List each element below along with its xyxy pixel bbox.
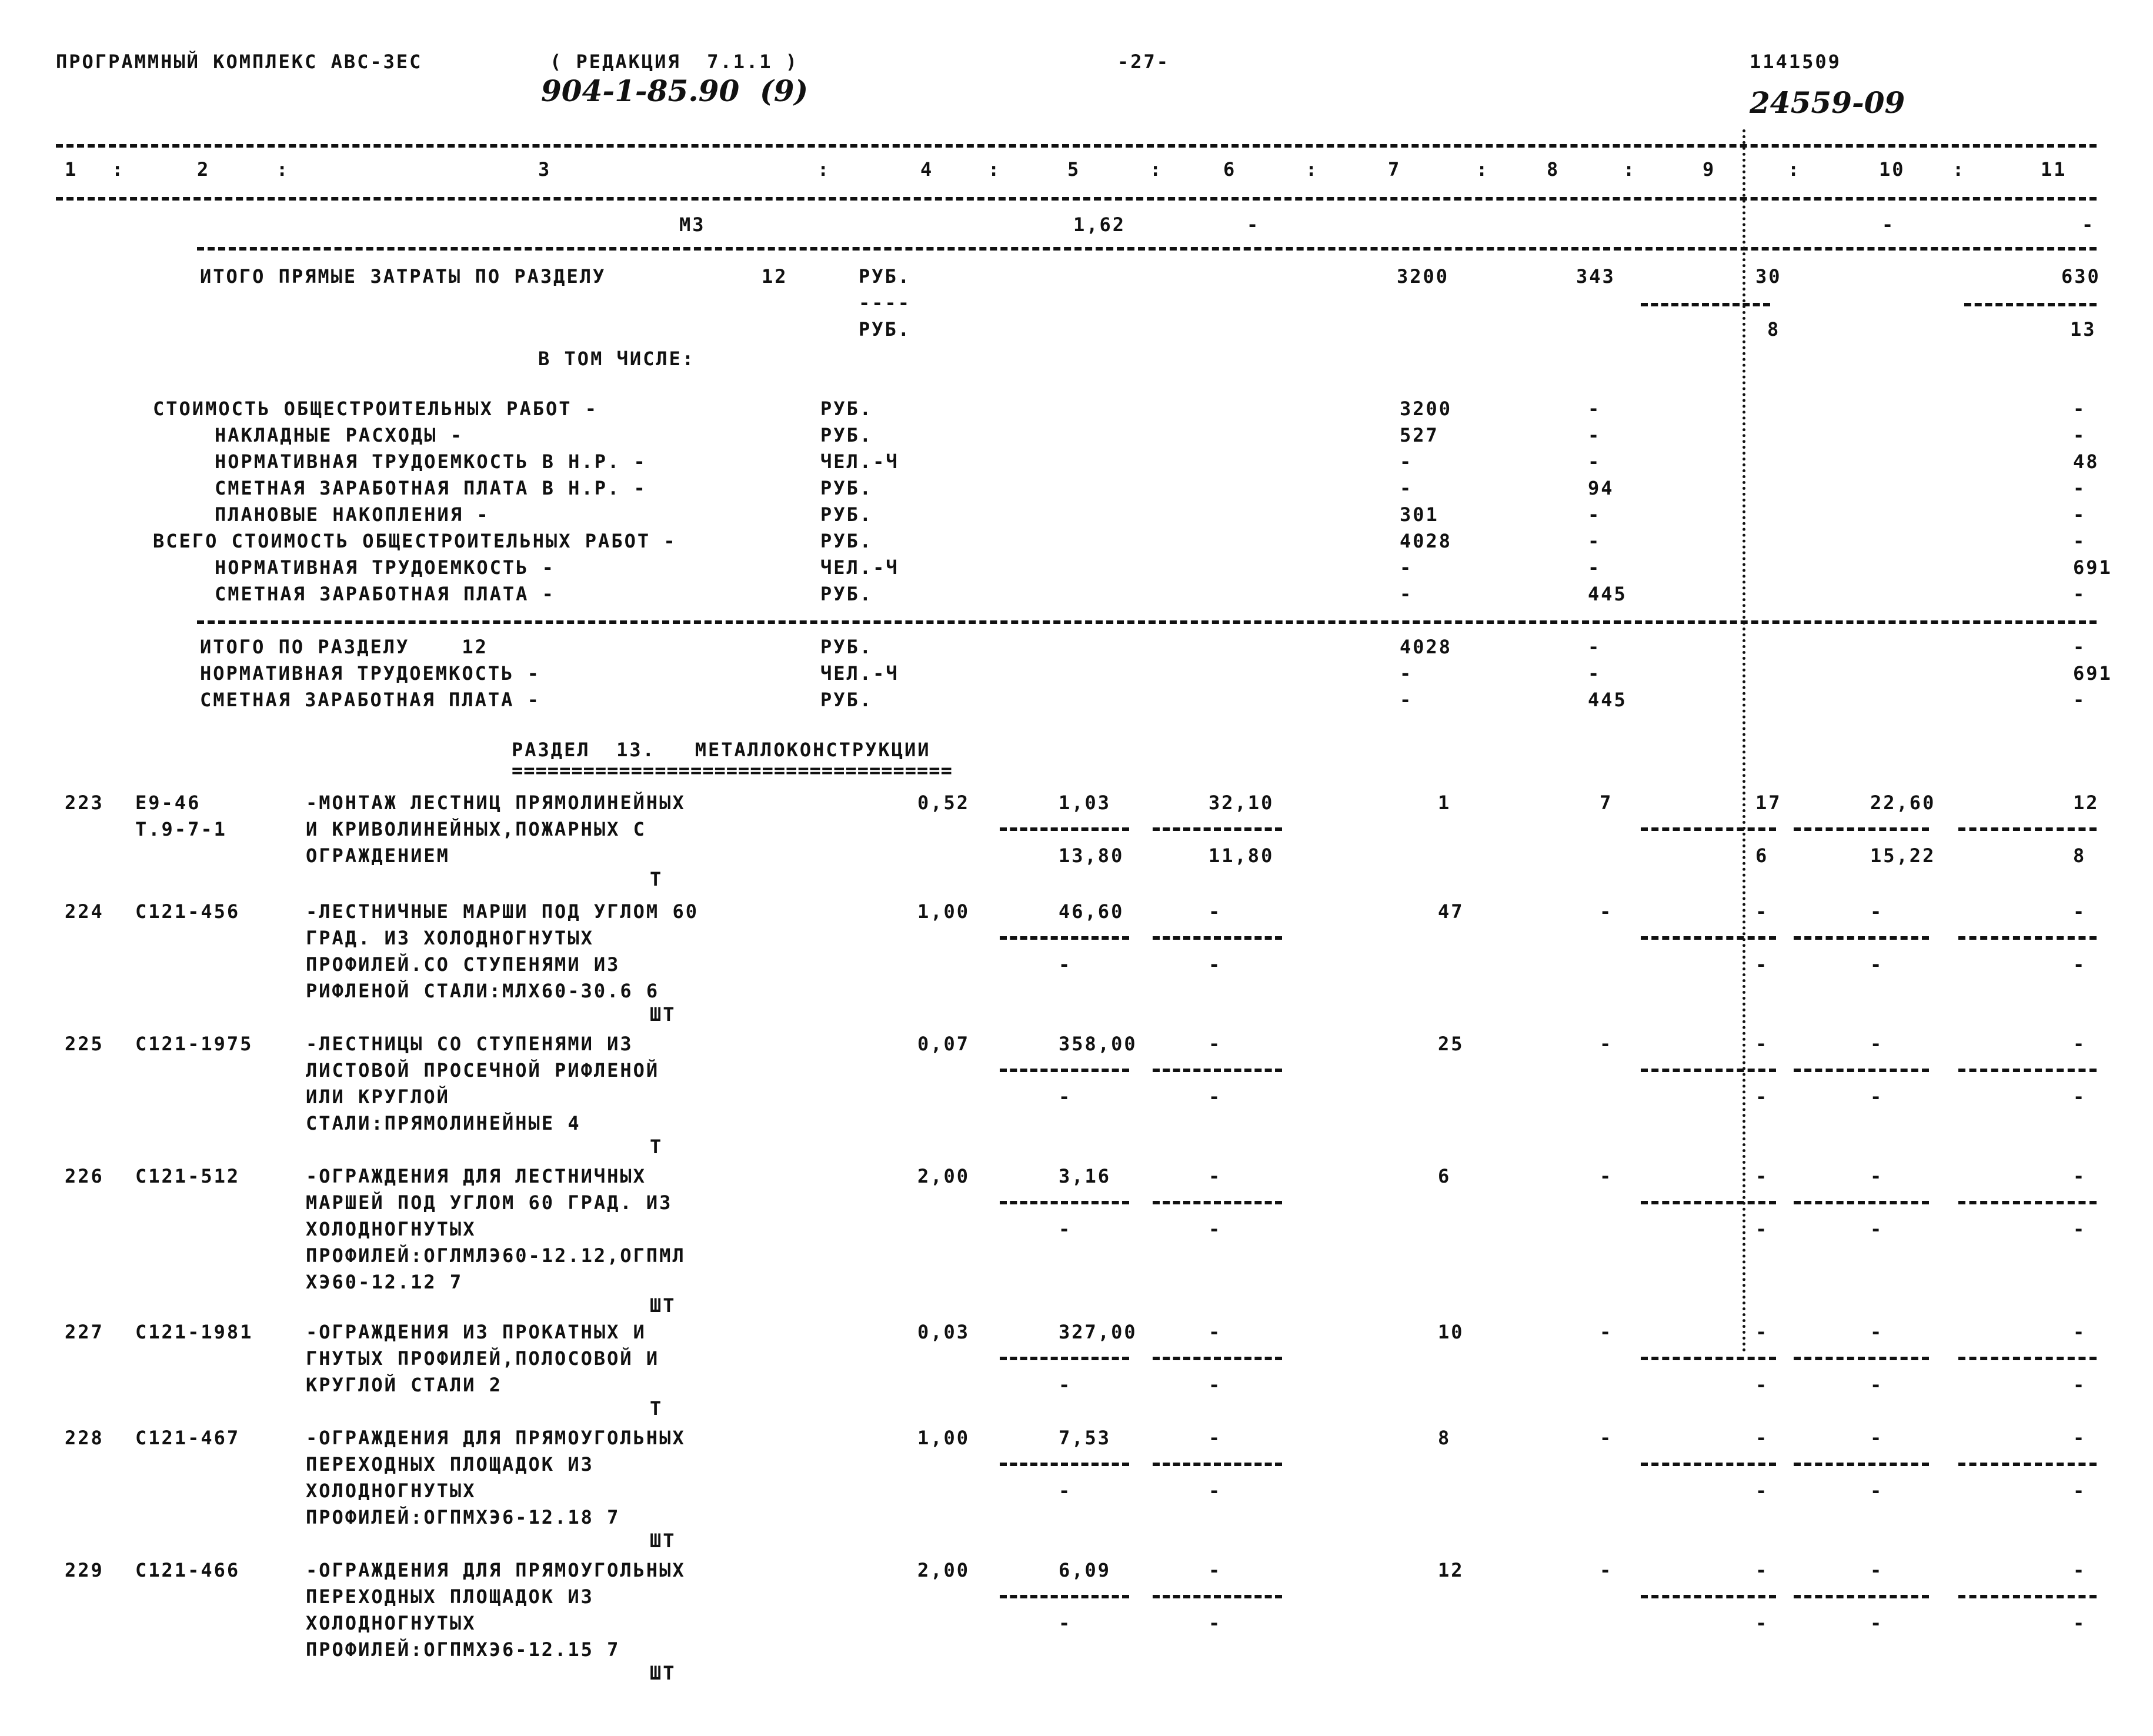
document-code: 1141509 [1750, 51, 1841, 73]
cost-line-c8: 445 [1588, 583, 1627, 605]
column-number-10: 10 [1879, 158, 1905, 181]
item-c9-bottom: - [1755, 1086, 1769, 1108]
cost-line-c8: - [1588, 450, 1601, 473]
item-total-cost: 10 [1438, 1321, 1464, 1343]
item-c10-bottom: - [1870, 1086, 1884, 1108]
item-c11-bottom: 8 [2073, 844, 2087, 867]
item-description-line: ОГРАЖДЕНИЕМ [306, 844, 450, 867]
item-unit-price-wages: - [1059, 1480, 1072, 1502]
cost-line-unit: РУБ. [820, 424, 873, 446]
item-total-machine: - [1600, 1559, 1613, 1581]
c11-fraction-rule [1958, 936, 2097, 940]
total-line-c11: - [2073, 689, 2087, 711]
item-description-line: ГРАД. ИЗ ХОЛОДНОГНУТЫХ [306, 927, 594, 949]
total-direct-c11-top: 630 [2061, 265, 2101, 288]
column-separator: : [988, 158, 1002, 181]
column-separator: : [817, 158, 831, 181]
column-separator: : [276, 158, 290, 181]
item-description-line: -ЛЕСТНИЦЫ СО СТУПЕНЯМИ ИЗ [306, 1033, 633, 1055]
c10-fraction-rule [1794, 827, 1929, 831]
item-number: 229 [65, 1559, 104, 1581]
item-machine-price-wages: 11,80 [1209, 844, 1274, 867]
item-c9-bottom: 6 [1755, 844, 1769, 867]
machine-fraction-rule [1153, 1463, 1282, 1466]
item-c9-bottom: - [1755, 1374, 1769, 1396]
total-direct-section: 12 [762, 265, 788, 288]
total-line-unit: РУБ. [820, 636, 873, 658]
item-c9-top: - [1755, 1321, 1769, 1343]
c11-fraction-rule [1958, 1595, 2097, 1598]
column-number-8: 8 [1547, 158, 1560, 181]
cost-line-label: СМЕТНАЯ ЗАРАБОТНАЯ ПЛАТА В Н.Р. - [215, 477, 647, 499]
item-c11-bottom: - [2073, 1612, 2087, 1634]
header-rule-top [56, 144, 2097, 148]
item-c11-top: - [2073, 1165, 2087, 1187]
cost-line-c11: 48 [2073, 450, 2099, 473]
item-rate-code-2: Т.9-7-1 [135, 818, 227, 840]
cost-line-label: СМЕТНАЯ ЗАРАБОТНАЯ ПЛАТА - [215, 583, 555, 605]
item-number: 223 [65, 792, 104, 814]
item-total-cost: 8 [1438, 1427, 1451, 1449]
total-line-c11: - [2073, 636, 2087, 658]
total-line-label: ИТОГО ПО РАЗДЕЛУ 12 [200, 636, 488, 658]
item-c9-bottom: - [1755, 1612, 1769, 1634]
item-unit-price: 7,53 [1059, 1427, 1111, 1449]
item-quantity: 1,00 [917, 900, 970, 923]
item-description-line: -МОНТАЖ ЛЕСТНИЦ ПРЯМОЛИНЕЙНЫХ [306, 792, 686, 814]
c11-fraction-rule [1958, 1357, 2097, 1360]
unit-m3: М3 [679, 213, 706, 236]
item-unit-price: 3,16 [1059, 1165, 1111, 1187]
total-line-c7: - [1400, 689, 1413, 711]
item-rate-code: С121-467 [135, 1427, 241, 1449]
cost-line-label: НАКЛАДНЫЕ РАСХОДЫ - [215, 424, 464, 446]
item-rate-code: С121-466 [135, 1559, 241, 1581]
item-quantity: 0,52 [917, 792, 970, 814]
item-description-line: ХОЛОДНОГНУТЫХ [306, 1218, 476, 1240]
m3-dash: - [1247, 213, 1260, 236]
cost-line-c11: 691 [2073, 556, 2112, 579]
price-fraction-rule [1000, 1357, 1129, 1360]
item-c9-top: - [1755, 1427, 1769, 1449]
machine-fraction-rule [1153, 827, 1282, 831]
item-description-line: РИФЛЕНОЙ СТАЛИ:МЛХ60-30.6 6 [306, 980, 660, 1002]
item-c10-bottom: - [1870, 1480, 1884, 1502]
item-number: 227 [65, 1321, 104, 1343]
price-fraction-rule [1000, 1595, 1129, 1598]
item-c11-bottom: - [2073, 1086, 2087, 1108]
item-unit-price-wages: 13,80 [1059, 844, 1124, 867]
item-description-line: ПЕРЕХОДНЫХ ПЛОЩАДОК ИЗ [306, 1585, 594, 1608]
cost-line-c7: 3200 [1400, 398, 1453, 420]
item-description-line: ПРОФИЛЕЙ:ОГПМХЭ6-12.15 7 [306, 1638, 620, 1661]
item-description-line: ХОЛОДНОГНУТЫХ [306, 1612, 476, 1634]
total-direct-unit: РУБ. [859, 265, 912, 288]
cost-line-label: ВСЕГО СТОИМОСТЬ ОБЩЕСТРОИТЕЛЬНЫХ РАБОТ - [153, 530, 677, 552]
cost-line-c7: 301 [1400, 503, 1439, 526]
total-direct-c9-bottom: 8 [1767, 318, 1781, 340]
cost-line-c8: - [1588, 530, 1601, 552]
item-c9-bottom: - [1755, 1218, 1769, 1240]
total-direct-unit-2: РУБ. [859, 318, 912, 340]
item-c11-top: - [2073, 900, 2087, 923]
column-separator: : [1788, 158, 1801, 181]
fraction-rule-c11 [1964, 303, 2097, 306]
item-description-line: МАРШЕЙ ПОД УГЛОМ 60 ГРАД. ИЗ [306, 1191, 673, 1214]
cost-line-unit: РУБ. [820, 530, 873, 552]
item-unit: ШТ [650, 1530, 676, 1552]
total-line-c11: 691 [2073, 662, 2112, 685]
item-c10-top: - [1870, 1321, 1884, 1343]
item-unit: ШТ [650, 1662, 676, 1684]
item-total-cost: 12 [1438, 1559, 1464, 1581]
cost-line-c7: 527 [1400, 424, 1439, 446]
project-number-handwritten: 904-1-85.90 (9) [541, 74, 809, 108]
c11-fraction-rule [1958, 827, 2097, 831]
item-machine-price-wages: - [1209, 1480, 1222, 1502]
item-description-line: ПРОФИЛЕЙ:ОГПМХЭ6-12.18 7 [306, 1506, 620, 1528]
item-unit-price: 1,03 [1059, 792, 1111, 814]
column-number-2: 2 [197, 158, 211, 181]
cost-line-c8: - [1588, 424, 1601, 446]
total-direct-c9-top: 30 [1755, 265, 1782, 288]
item-c9-bottom: - [1755, 953, 1769, 976]
including-label: В ТОМ ЧИСЛЕ: [538, 348, 696, 370]
item-total-cost: 1 [1438, 792, 1451, 814]
total-line-c8: - [1588, 636, 1601, 658]
machine-fraction-rule [1153, 1357, 1282, 1360]
c9-fraction-rule [1641, 1357, 1776, 1360]
item-unit-price: 358,00 [1059, 1033, 1137, 1055]
item-c9-bottom: - [1755, 1480, 1769, 1502]
item-description-line: ГНУТЫХ ПРОФИЛЕЙ,ПОЛОСОВОЙ И [306, 1347, 660, 1370]
c9-fraction-rule [1641, 827, 1776, 831]
item-total-cost: 6 [1438, 1165, 1451, 1187]
item-unit-price: 6,09 [1059, 1559, 1111, 1581]
item-quantity: 2,00 [917, 1165, 970, 1187]
cost-line-c7: - [1400, 477, 1413, 499]
item-description-line: И КРИВОЛИНЕЙНЫХ,ПОЖАРНЫХ С [306, 818, 646, 840]
item-description-line: СТАЛИ:ПРЯМОЛИНЕЙНЫЕ 4 [306, 1112, 581, 1134]
item-machine-price: - [1209, 1165, 1222, 1187]
item-description-line: -ОГРАЖДЕНИЯ ДЛЯ ПРЯМОУГОЛЬНЫХ [306, 1427, 686, 1449]
item-unit: Т [650, 868, 663, 890]
column-number-9: 9 [1703, 158, 1716, 181]
cost-line-c11: - [2073, 424, 2087, 446]
column9-vertical-rule [1743, 129, 1745, 1353]
section13-title: РАЗДЕЛ 13. МЕТАЛЛОКОНСТРУКЦИИ [512, 739, 931, 761]
item-machine-price-wages: - [1209, 953, 1222, 976]
item-c10-bottom: - [1870, 1218, 1884, 1240]
item-c10-bottom: - [1870, 1374, 1884, 1396]
item-unit-price-wages: - [1059, 1612, 1072, 1634]
item-quantity: 0,03 [917, 1321, 970, 1343]
item-machine-price: - [1209, 1033, 1222, 1055]
machine-fraction-rule [1153, 1069, 1282, 1072]
column-separator: : [1623, 158, 1637, 181]
item-total-machine: - [1600, 1321, 1613, 1343]
item-unit-price-wages: - [1059, 953, 1072, 976]
item-c11-top: - [2073, 1033, 2087, 1055]
cost-line-c11: - [2073, 398, 2087, 420]
machine-fraction-rule [1153, 1595, 1282, 1598]
price-fraction-rule [1000, 936, 1129, 940]
price-fraction-rule [1000, 1463, 1129, 1466]
column-number-1: 1 [65, 158, 78, 181]
total-direct-label: ИТОГО ПРЯМЫЕ ЗАТРАТЫ ПО РАЗДЕЛУ [200, 265, 606, 288]
item-quantity: 0,07 [917, 1033, 970, 1055]
column-number-4: 4 [920, 158, 934, 181]
price-fraction-rule [1000, 1069, 1129, 1072]
total-line-label: СМЕТНАЯ ЗАРАБОТНАЯ ПЛАТА - [200, 689, 540, 711]
item-c11-bottom: - [2073, 1218, 2087, 1240]
section13-underline: ===================================== [512, 759, 953, 782]
c11-fraction-rule [1958, 1463, 2097, 1466]
item-machine-price: - [1209, 900, 1222, 923]
c9-fraction-rule [1641, 936, 1776, 940]
cost-line-c7: - [1400, 583, 1413, 605]
item-unit-price: 327,00 [1059, 1321, 1137, 1343]
item-c11-top: 12 [2073, 792, 2099, 814]
c10-fraction-rule [1794, 1595, 1929, 1598]
item-total-machine: - [1600, 1427, 1613, 1449]
item-total-machine: 7 [1600, 792, 1613, 814]
c10-fraction-rule [1794, 936, 1929, 940]
item-c10-top: - [1870, 1033, 1884, 1055]
item-quantity: 2,00 [917, 1559, 970, 1581]
total-direct-unit-dashes: ---- [859, 292, 912, 314]
item-machine-price: - [1209, 1559, 1222, 1581]
cost-line-unit: РУБ. [820, 477, 873, 499]
item-description-line: -ОГРАЖДЕНИЯ ДЛЯ ЛЕСТНИЧНЫХ [306, 1165, 646, 1187]
item-machine-price-wages: - [1209, 1218, 1222, 1240]
column-separator: : [112, 158, 125, 181]
item-rate-code: С121-1981 [135, 1321, 253, 1343]
item-c10-top: - [1870, 1427, 1884, 1449]
item-c11-bottom: - [2073, 953, 2087, 976]
machine-fraction-rule [1153, 936, 1282, 940]
item-c11-bottom: - [2073, 1480, 2087, 1502]
item-unit: ШТ [650, 1003, 676, 1026]
item-machine-price: - [1209, 1321, 1222, 1343]
cost-line-c7: - [1400, 556, 1413, 579]
item-c10-bottom: 15,22 [1870, 844, 1936, 867]
total-line-unit: ЧЕЛ.-Ч [820, 662, 899, 685]
column-separator: : [1476, 158, 1490, 181]
c9-fraction-rule [1641, 1201, 1776, 1204]
machine-fraction-rule [1153, 1201, 1282, 1204]
column-separator: : [1150, 158, 1163, 181]
item-c11-top: - [2073, 1559, 2087, 1581]
item-description-line: ПЕРЕХОДНЫХ ПЛОЩАДОК ИЗ [306, 1453, 594, 1475]
item-unit: Т [650, 1136, 663, 1158]
cost-line-c8: - [1588, 503, 1601, 526]
c10-fraction-rule [1794, 1069, 1929, 1072]
item-machine-price-wages: - [1209, 1374, 1222, 1396]
total-line-c7: - [1400, 662, 1413, 685]
item-description-line: ХОЛОДНОГНУТЫХ [306, 1480, 476, 1502]
column-separator: : [1306, 158, 1319, 181]
item-c10-top: - [1870, 1165, 1884, 1187]
item-c9-top: - [1755, 1165, 1769, 1187]
m3-dash-c11: - [2082, 213, 2095, 236]
inventory-number-handwritten: 24559-09 [1750, 85, 1905, 120]
item-number: 225 [65, 1033, 104, 1055]
column-number-6: 6 [1223, 158, 1237, 181]
c10-fraction-rule [1794, 1357, 1929, 1360]
cost-line-label: СТОИМОСТЬ ОБЩЕСТРОИТЕЛЬНЫХ РАБОТ - [153, 398, 599, 420]
c9-fraction-rule [1641, 1463, 1776, 1466]
column-number-11: 11 [2041, 158, 2067, 181]
item-unit-price: 46,60 [1059, 900, 1124, 923]
fraction-rule-c9 [1641, 303, 1770, 306]
total-line-c8: - [1588, 662, 1601, 685]
item-description-line: ПРОФИЛЕЙ:ОГЛМЛЭ60-12.12,ОГПМЛ [306, 1244, 686, 1267]
cost-line-label: НОРМАТИВНАЯ ТРУДОЕМКОСТЬ - [215, 556, 555, 579]
total-line-c7: 4028 [1400, 636, 1453, 658]
item-c9-top: - [1755, 900, 1769, 923]
item-unit-price-wages: - [1059, 1374, 1072, 1396]
item-c9-top: - [1755, 1559, 1769, 1581]
item-c10-top: - [1870, 900, 1884, 923]
item-total-machine: - [1600, 1165, 1613, 1187]
item-description-line: КРУГЛОЙ СТАЛИ 2 [306, 1374, 502, 1396]
edition-label: ( РЕДАКЦИЯ 7.1.1 ) [550, 51, 799, 73]
cost-line-label: ПЛАНОВЫЕ НАКОПЛЕНИЯ - [215, 503, 490, 526]
program-title: ПРОГРАММНЫЙ КОМПЛЕКС АВС-3ЕС [56, 51, 423, 73]
c10-fraction-rule [1794, 1463, 1929, 1466]
item-quantity: 1,00 [917, 1427, 970, 1449]
total-line-unit: РУБ. [820, 689, 873, 711]
column-separator: : [1952, 158, 1966, 181]
header-rule-bottom [56, 197, 2097, 201]
c10-fraction-rule [1794, 1201, 1929, 1204]
item-description-line: -ОГРАЖДЕНИЯ ДЛЯ ПРЯМОУГОЛЬНЫХ [306, 1559, 686, 1581]
item-description-line: ХЭ60-12.12 7 [306, 1271, 463, 1293]
cost-line-c11: - [2073, 503, 2087, 526]
cost-line-unit: ЧЕЛ.-Ч [820, 556, 899, 579]
c9-fraction-rule [1641, 1069, 1776, 1072]
item-total-cost: 47 [1438, 900, 1464, 923]
item-number: 224 [65, 900, 104, 923]
item-rate-code: С121-456 [135, 900, 241, 923]
cost-line-c7: 4028 [1400, 530, 1453, 552]
cost-line-unit: РУБ. [820, 398, 873, 420]
item-description-line: -ОГРАЖДЕНИЯ ИЗ ПРОКАТНЫХ И [306, 1321, 646, 1343]
item-c10-bottom: - [1870, 1612, 1884, 1634]
page-number: -27- [1117, 51, 1170, 73]
item-rate-code: С121-512 [135, 1165, 241, 1187]
total-line-label: НОРМАТИВНАЯ ТРУДОЕМКОСТЬ - [200, 662, 540, 685]
item-description-line: ПРОФИЛЕЙ.СО СТУПЕНЯМИ ИЗ [306, 953, 620, 976]
cost-line-c11: - [2073, 477, 2087, 499]
item-unit-price-wages: - [1059, 1218, 1072, 1240]
item-unit: Т [650, 1397, 663, 1420]
item-unit-price-wages: - [1059, 1086, 1072, 1108]
price-fraction-rule [1000, 1201, 1129, 1204]
cost-line-c11: - [2073, 530, 2087, 552]
cost-line-c11: - [2073, 583, 2087, 605]
c9-fraction-rule [1641, 1595, 1776, 1598]
item-c10-top: - [1870, 1559, 1884, 1581]
item-rate-code: С121-1975 [135, 1033, 253, 1055]
item-total-cost: 25 [1438, 1033, 1464, 1055]
m3-dash-c10: - [1882, 213, 1895, 236]
cost-line-unit: РУБ. [820, 503, 873, 526]
total-direct-c11-bottom: 13 [2070, 318, 2097, 340]
item-machine-price-wages: - [1209, 1612, 1222, 1634]
price-fraction-rule [1000, 827, 1129, 831]
total-direct-c7: 3200 [1397, 265, 1450, 288]
cost-line-c8: 94 [1588, 477, 1614, 499]
c11-fraction-rule [1958, 1069, 2097, 1072]
cost-line-c7: - [1400, 450, 1413, 473]
item-description-line: -ЛЕСТНИЧНЫЕ МАРШИ ПОД УГЛОМ 60 [306, 900, 699, 923]
item-c9-top: - [1755, 1033, 1769, 1055]
total-line-c8: 445 [1588, 689, 1627, 711]
cost-line-label: НОРМАТИВНАЯ ТРУДОЕМКОСТЬ В Н.Р. - [215, 450, 647, 473]
cost-line-unit: ЧЕЛ.-Ч [820, 450, 899, 473]
column-number-7: 7 [1388, 158, 1401, 181]
item-c9-top: 17 [1755, 792, 1782, 814]
item-total-machine: - [1600, 1033, 1613, 1055]
item-rate-code: Е9-46 [135, 792, 201, 814]
item-number: 228 [65, 1427, 104, 1449]
item-c10-bottom: - [1870, 953, 1884, 976]
item-c11-top: - [2073, 1321, 2087, 1343]
item-machine-price: - [1209, 1427, 1222, 1449]
item-total-machine: - [1600, 900, 1613, 923]
item-c11-top: - [2073, 1427, 2087, 1449]
item-c11-bottom: - [2073, 1374, 2087, 1396]
c11-fraction-rule [1958, 1201, 2097, 1204]
m3-price: 1,62 [1073, 213, 1126, 236]
column-number-5: 5 [1067, 158, 1081, 181]
cost-line-c8: - [1588, 398, 1601, 420]
item-machine-price: 32,10 [1209, 792, 1274, 814]
item-machine-price-wages: - [1209, 1086, 1222, 1108]
total-direct-c8: 343 [1576, 265, 1615, 288]
item-description-line: ЛИСТОВОЙ ПРОСЕЧНОЙ РИФЛЕНОЙ [306, 1059, 660, 1081]
section12-totals-rule [197, 620, 2097, 624]
item-c10-top: 22,60 [1870, 792, 1936, 814]
item-number: 226 [65, 1165, 104, 1187]
cost-line-unit: РУБ. [820, 583, 873, 605]
section12-rule [197, 247, 2097, 251]
item-unit: ШТ [650, 1294, 676, 1317]
item-description-line: ИЛИ КРУГЛОЙ [306, 1086, 450, 1108]
cost-line-c8: - [1588, 556, 1601, 579]
column-number-3: 3 [538, 158, 552, 181]
